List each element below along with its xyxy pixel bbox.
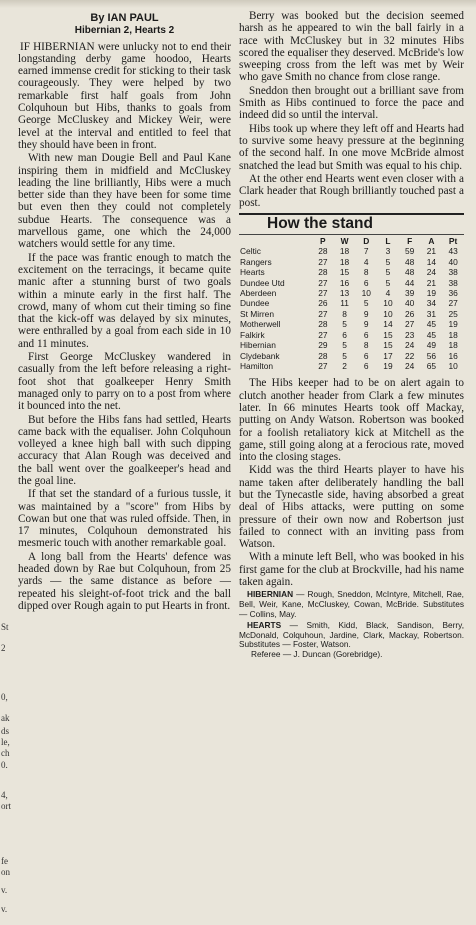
standings-stat-cell: 28 — [318, 267, 328, 278]
article-left-column — [18, 10, 231, 613]
standings-row — [239, 309, 464, 319]
standings-team-name: Rangers — [240, 256, 272, 267]
standings-stat-cell: 21 — [426, 277, 437, 288]
margin-fragment: 4, — [1, 790, 8, 800]
standings-header-cell: L — [385, 236, 391, 247]
standings-row — [239, 319, 464, 329]
standings-stat-cell: 65 — [426, 360, 437, 371]
standings-stat-cell: 18 — [339, 256, 350, 267]
standings-stat-cell: 10 — [448, 360, 458, 371]
byline: By IAN PAUL — [90, 12, 159, 24]
article-paragraph: First George McCluskey wandered in casually from the left before releasing a right-foot shot that goalkeeper Henry Smith managed only to parry on to a post from where it bounced into the net. — [18, 351, 231, 413]
standings-stat-cell: 19 — [426, 288, 437, 299]
article-paragraph: If the pace was frantic enough to match the excitement on the terracings, it became quite manic after a stunning burst of two goals within a minute early in the first half. The crowd, many of whom cut their timing so fine that the kick-off was delayed by six minutes, were enthralled by a goal from each side in 10 and 11 minutes. — [18, 251, 231, 350]
standings-stat-cell: 10 — [383, 298, 393, 309]
match-score: Hibernian 2, Hearts 2 — [74, 25, 175, 37]
standings-stat-cell: 38 — [448, 277, 458, 288]
standings-stat-cell: 27 — [318, 308, 328, 319]
standings-stat-cell: 8 — [342, 308, 347, 319]
standings-header-cell: A — [428, 236, 435, 247]
standings-stat-cell: 40 — [405, 298, 415, 309]
standings-header-cell: F — [407, 236, 413, 247]
torn-headline-strip — [0, 0, 476, 8]
standings-stat-cell: 6 — [363, 329, 369, 340]
standings-stat-cell: 21 — [426, 246, 437, 257]
referee-line: Referee — J. Duncan (Gorebridge). — [251, 648, 383, 659]
standings-stat-cell: 27 — [405, 319, 415, 330]
standings-row — [239, 351, 464, 361]
standings-stat-cell: 18 — [339, 246, 350, 257]
standings-stat-cell: 14 — [383, 319, 393, 330]
margin-fragment: on — [1, 867, 10, 877]
standings-stat-cell: 38 — [448, 267, 458, 278]
standings-header-cell: P — [320, 236, 326, 247]
standings-row — [239, 267, 464, 277]
standings-stat-cell: 48 — [405, 267, 415, 278]
standings-stat-cell: 5 — [342, 340, 347, 351]
standings-stat-cell: 9 — [363, 319, 369, 330]
standings-row — [239, 340, 464, 350]
standings-stat-cell: 7 — [363, 246, 369, 257]
standings-team-name: Hibernian — [240, 340, 276, 351]
standings-stat-cell: 28 — [318, 319, 328, 330]
standings-header-cell — [239, 235, 312, 246]
standings-stat-cell: 18 — [448, 329, 458, 340]
article-right-column — [239, 10, 464, 660]
standings-row — [239, 278, 464, 288]
standings-stat-cell: 11 — [340, 298, 349, 309]
lineup-team: HEARTS — [247, 620, 282, 631]
margin-fragment: ch — [1, 748, 10, 758]
margin-fragment: ds — [1, 726, 10, 736]
standings-stat-cell: 28 — [318, 246, 328, 257]
standings-stat-cell: 24 — [405, 340, 415, 351]
standings-stat-cell: 8 — [363, 340, 369, 351]
standings-stat-cell: 10 — [361, 288, 371, 299]
standings-team-name: Dundee Utd — [240, 277, 285, 288]
standings-stat-cell: 31 — [426, 308, 437, 319]
standings-stat-cell: 45 — [426, 319, 437, 330]
standings-stat-cell: 5 — [363, 298, 369, 309]
standings-stat-cell: 27 — [318, 288, 328, 299]
article-paragraph: Sneddon then brought out a brilliant save from Smith as Hibs continued to force the pace and indeed did so until the interval. — [239, 84, 464, 122]
standings-stat-cell: 22 — [405, 350, 415, 361]
standings-stat-cell: 27 — [448, 298, 458, 309]
standings-stat-cell: 16 — [339, 277, 350, 288]
article-paragraph: Berry was booked but the decision seemed harsh as he appeared to win the ball fairly in a race with McCluskey but in 32 minutes Hibs scored the equaliser they deserved. McBride's low sweeping cross from the left was met by Weir who gave Smith no chance from close range. — [239, 10, 464, 84]
standings-stat-cell: 27 — [318, 360, 328, 371]
margin-fragment: le, — [1, 737, 10, 747]
margin-fragment: v. — [1, 885, 8, 895]
standings-stat-cell: 14 — [426, 256, 437, 267]
article-paragraph: The Hibs keeper had to be on alert again to clutch another header from Clark a few minutes later. In 66 minutes Hearts took off Mackay, putting on Andy Watson. Robertson was booked for a foolish retaliatory kick at Mitchell as the game, still going along at a ferocious rate, moved into the closing stages. — [239, 377, 464, 464]
article-paragraph: Hibs took up where they left off and Hearts had to survive some heavy pressure at the beginning of the second half. In one move McBride almost snatched the lead but Smith was equal to his chip. — [239, 122, 464, 172]
standings-stat-cell: 13 — [339, 288, 350, 299]
adjacent-column-fragments — [0, 0, 12, 925]
standings-stat-cell: 28 — [318, 350, 328, 361]
standings-row — [239, 246, 464, 256]
article-paragraph: Kidd was the third Hearts player to have his name taken after deliberately handling the ball but the Tynecastle side, having absorbed a great deal of Hibs attacks, were putting on some pressure of their own now and Robertson just failed to connect with an inviting pass from Watson. — [239, 464, 464, 551]
standings-team-name: St Mirren — [240, 308, 274, 319]
lineup-hibernian — [239, 590, 464, 619]
standings-stat-cell: 17 — [383, 350, 393, 361]
margin-fragment: 2 — [1, 643, 6, 653]
standings-stat-cell: 40 — [448, 256, 458, 267]
standings-stat-cell: 15 — [383, 329, 393, 340]
standings-stat-cell: 3 — [385, 246, 391, 257]
standings-team-name: Motherwell — [240, 319, 281, 330]
lineup-hearts — [239, 621, 464, 650]
standings-stat-cell: 16 — [448, 350, 458, 361]
standings-stat-cell: 26 — [405, 308, 415, 319]
standings-stat-cell: 36 — [448, 288, 458, 299]
standings-header-cell: D — [363, 236, 370, 247]
standings-stat-cell: 59 — [405, 246, 415, 257]
standings-title: How the stand — [239, 215, 464, 235]
standings-stat-cell: 4 — [385, 288, 391, 299]
standings-stat-cell: 15 — [339, 267, 350, 278]
standings-stat-cell: 25 — [448, 308, 458, 319]
standings-stat-cell: 44 — [405, 277, 415, 288]
standings-stat-cell: 5 — [385, 256, 391, 267]
standings-stat-cell: 6 — [342, 329, 347, 340]
standings-stat-cell: 5 — [342, 350, 347, 361]
standings-stat-cell: 6 — [363, 360, 369, 371]
standings-stat-cell: 8 — [363, 267, 369, 278]
standings-team-name: Hamilton — [240, 360, 274, 371]
standings-stat-cell: 18 — [448, 340, 458, 351]
article-paragraph: IF HIBERNIAN were unlucky not to end their longstanding derby game hoodoo, Hearts earned immense credit for sticking to their task courageously. They were helped by two remarkable first half goals from John Colquhoun but Hibs, thanks to goals from George McCluskey and Mickey Weir, were level at the interval and entitled to feel that they should have been in front. — [18, 40, 231, 151]
standings-stat-cell: 48 — [405, 256, 415, 267]
standings-stat-cell: 49 — [426, 340, 437, 351]
standings-stat-cell: 10 — [383, 308, 393, 319]
standings-team-name: Hearts — [240, 267, 265, 278]
lineup-players: — Smith, Kidd, Black, Sandison, Berry, McDonald, Colquhoun, Jardine, Clark, Mackay, Robertson. Substitutes — Foster, Watson. — [239, 620, 464, 650]
standings-stat-cell: 43 — [448, 246, 458, 257]
standings-stat-cell: 34 — [426, 298, 437, 309]
standings-stat-cell: 19 — [383, 360, 393, 371]
standings-stat-cell: 27 — [318, 329, 328, 340]
margin-fragment: ak — [1, 713, 10, 723]
standings-team-name: Dundee — [240, 298, 270, 309]
lineup-team: HIBERNIAN — [247, 589, 294, 600]
article-paragraph: If that set the standard of a furious tussle, it was maintained by a "score" from Hibs by Cowan but one that was ruled offside. Then, in 17 minutes, Colquhoun demonstrated his mesmeric touch with another remarkable goal. — [18, 488, 231, 550]
standings-stat-cell: 6 — [363, 350, 369, 361]
standings-header-cell: Pt — [448, 236, 458, 247]
standings-stat-cell: 2 — [342, 360, 347, 371]
standings-row — [239, 288, 464, 298]
standings-stat-cell: 19 — [448, 319, 458, 330]
margin-fragment: v. — [1, 904, 8, 914]
lineup-players: — Rough, Sneddon, McIntyre, Mitchell, Rae, Bell, Weir, Kane, McCluskey, Cowan, McBride. Substitutes — Collins, May. — [239, 589, 464, 619]
standings-stat-cell: 4 — [363, 256, 369, 267]
article-paragraph: At the other end Hearts went even closer with a Clark header that Rough brilliantly touched past a post. — [239, 172, 464, 210]
standings-header-cell: W — [340, 236, 349, 247]
standings-stat-cell: 24 — [426, 267, 437, 278]
article-paragraph: With a minute left Bell, who was booked in his first game for the club at Brockville, had his name taken again. — [239, 551, 464, 589]
standings-stat-cell: 9 — [363, 308, 369, 319]
standings-stat-cell: 6 — [363, 277, 369, 288]
article-paragraph: With new man Dougie Bell and Paul Kane inspiring them in midfield and McCluskey leading the line brilliantly, Hibs were a much better side than they have been for some time but even then they could not completely subdue Hearts. The consequence was a marvellous game, one which the 24,000 watchers would settle for any time. — [18, 152, 231, 251]
standings-team-name: Aberdeen — [240, 288, 277, 299]
margin-fragment: fe — [1, 856, 8, 866]
standings-stat-cell: 5 — [385, 267, 391, 278]
standings-row — [239, 330, 464, 340]
margin-fragment: 0, — [1, 692, 8, 702]
standings-row — [239, 361, 464, 371]
standings-stat-cell: 24 — [405, 360, 415, 371]
standings-team-name: Falkirk — [240, 329, 265, 340]
article-paragraph: But before the Hibs fans had settled, Hearts came back with the equaliser. John Colquhoun volleyed a knee high ball with such dipping accuracy that Alan Rough was deceived and the ball went over the goalkeeper's head and the goal line. — [18, 413, 231, 487]
standings-stat-cell: 23 — [405, 329, 415, 340]
standings-stat-cell: 26 — [318, 298, 328, 309]
standings-team-name: Celtic — [240, 246, 261, 257]
standings-table — [239, 235, 464, 371]
standings-stat-cell: 56 — [426, 350, 437, 361]
standings-stat-cell: 27 — [318, 256, 328, 267]
standings-row — [239, 257, 464, 267]
standings-team-name: Clydebank — [240, 350, 280, 361]
standings-stat-cell: 5 — [342, 319, 347, 330]
standings-stat-cell: 15 — [383, 340, 393, 351]
article-paragraph: A long ball from the Hearts' defence was headed down by Rae but Colquhoun, from 25 yards — the same distance as before — repeated his sleight-of-foot trick and the ball dipped over Rough again to put Hearts in front. — [18, 550, 231, 612]
standings-stat-cell: 45 — [426, 329, 437, 340]
standings-row — [239, 298, 464, 308]
standings-stat-cell: 5 — [385, 277, 391, 288]
standings-header-row — [239, 235, 464, 246]
standings-stat-cell: 39 — [405, 288, 415, 299]
margin-fragment: ort — [1, 801, 11, 811]
standings-stat-cell: 29 — [318, 340, 328, 351]
standings-stat-cell: 27 — [318, 277, 328, 288]
league-standings-box — [239, 213, 464, 372]
margin-fragment: St — [1, 622, 9, 632]
standings-body — [239, 246, 464, 371]
margin-fragment: 0. — [1, 760, 8, 770]
